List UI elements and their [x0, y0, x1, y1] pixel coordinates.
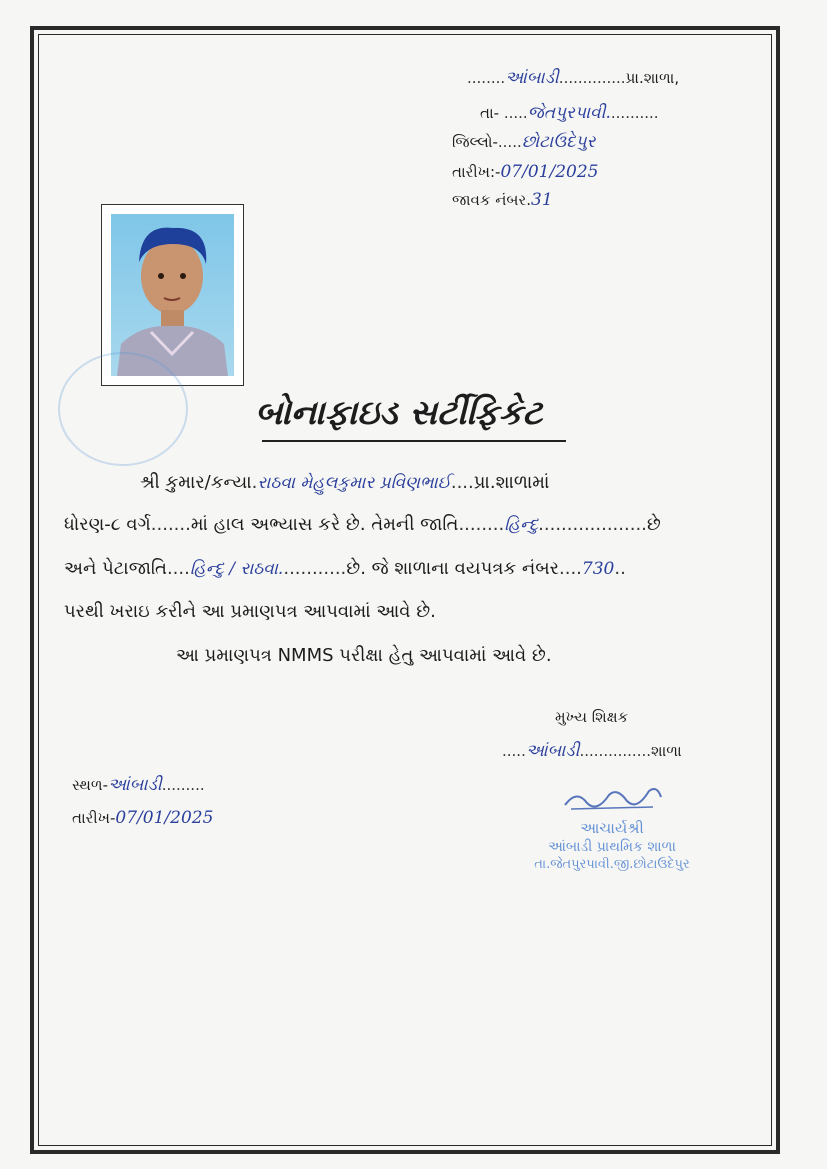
stamp-line-2: આંબાડી પ્રાથમિક શાળા [548, 839, 676, 855]
headmaster-label: મુખ્ય શિક્ષક [555, 708, 629, 726]
body-line-5: આ પ્રમાણપત્ર NMMS પરીક્ષા હેતુ આપવામાં આવે છે. [176, 645, 552, 666]
stamp-line-3: તા.જેતપુરપાવી.જી.છોટાઉદેપુર [534, 857, 690, 872]
header-district: જિલ્લો-.....છોટાઉદેપુર [452, 132, 596, 152]
date-label: તારીખ:- [452, 163, 501, 181]
footer-school: .....આંબાડી...............શાળા [502, 741, 682, 761]
header-school-suffix: પ્રા.શાળા, [625, 69, 680, 87]
header-outward [452, 190, 553, 210]
outward-label: જાવક નંબર. [452, 191, 531, 209]
taluka-value: જેતપુરપાવી. [527, 103, 611, 123]
place-value: આંબાડી [108, 775, 162, 795]
header-school: ........આંબાડી..............પ્રા.શાળા, [467, 68, 680, 88]
student-name: રાઠવા મેહુલકુમાર પ્રવિણભાઈ [257, 473, 451, 493]
footer-school-value: આંબાડી [525, 741, 580, 761]
footer-school-suffix: શાળા [651, 742, 682, 760]
footer-date-value: 07/01/2025 [115, 808, 214, 828]
line2-suffix: છે [646, 514, 661, 535]
subcaste-value: હિન્દુ / રાઠવા. [189, 559, 284, 579]
principal-stamp [512, 785, 712, 872]
footer-date-label: તારીખ- [72, 809, 116, 827]
signature-scribble [557, 785, 667, 815]
date-value: 07/01/2025 [500, 162, 599, 182]
header-date [452, 162, 598, 182]
taluka-label: તા- [480, 104, 500, 122]
body-line-1: શ્રી કુમાર/કન્યા.રાઠવા મેહુલકુમાર પ્રવિણભાઈ....પ્રા.શાળામાં [140, 472, 550, 493]
line3-mid: છે. જે શાળાના વયપત્રક નંબર [346, 558, 559, 579]
line3-prefix: અને પેટાજાતિ [64, 558, 167, 579]
outward-value: 31 [531, 190, 553, 210]
header-school-name: આંબાડી [505, 68, 559, 88]
body-line-2: ધોરણ-૮ વર્ગ.......માં હાલ અભ્યાસ કરે છે. તેમની જાતિ........હિન્દુ...................છે [64, 514, 661, 535]
district-label: જિલ્લો- [452, 133, 498, 151]
line2-mid: માં હાલ અભ્યાસ કરે છે. તેમની જાતિ [190, 514, 459, 535]
district-value: છોટાઉદેપુર [521, 132, 596, 152]
line2-prefix: ધોરણ-૮ વર્ગ [64, 514, 151, 535]
body-line-4: પરથી ખરાઇ કરીને આ પ્રમાણપત્ર આપવામાં આવે છે. [64, 601, 436, 622]
header-taluka: તા- .....જેતપુરપાવી........... [480, 103, 659, 123]
title-underline [262, 440, 566, 442]
register-number: 730 [581, 559, 615, 579]
line1-suffix: પ્રા.શાળામાં [473, 472, 550, 493]
inner-border [38, 34, 772, 1146]
footer-place: સ્થળ-આંબાડી......... [72, 775, 205, 795]
body-line-3: અને પેટાજાતિ....હિન્દુ / રાઠવા............છે. જે શાળાના વયપત્રક નંબર....730.. [64, 558, 626, 579]
background-stamp-mark [58, 352, 188, 466]
place-label: સ્થળ- [72, 776, 109, 794]
certificate-title: બોનાફાઇડ સર્ટીફિકેટ [255, 393, 543, 433]
footer-date [72, 808, 213, 828]
caste-value: હિન્દુ [504, 515, 539, 535]
stamp-line-1: આચાર્યશ્રી [580, 819, 644, 837]
line1-prefix: શ્રી કુમાર/કન્યા [140, 472, 252, 493]
